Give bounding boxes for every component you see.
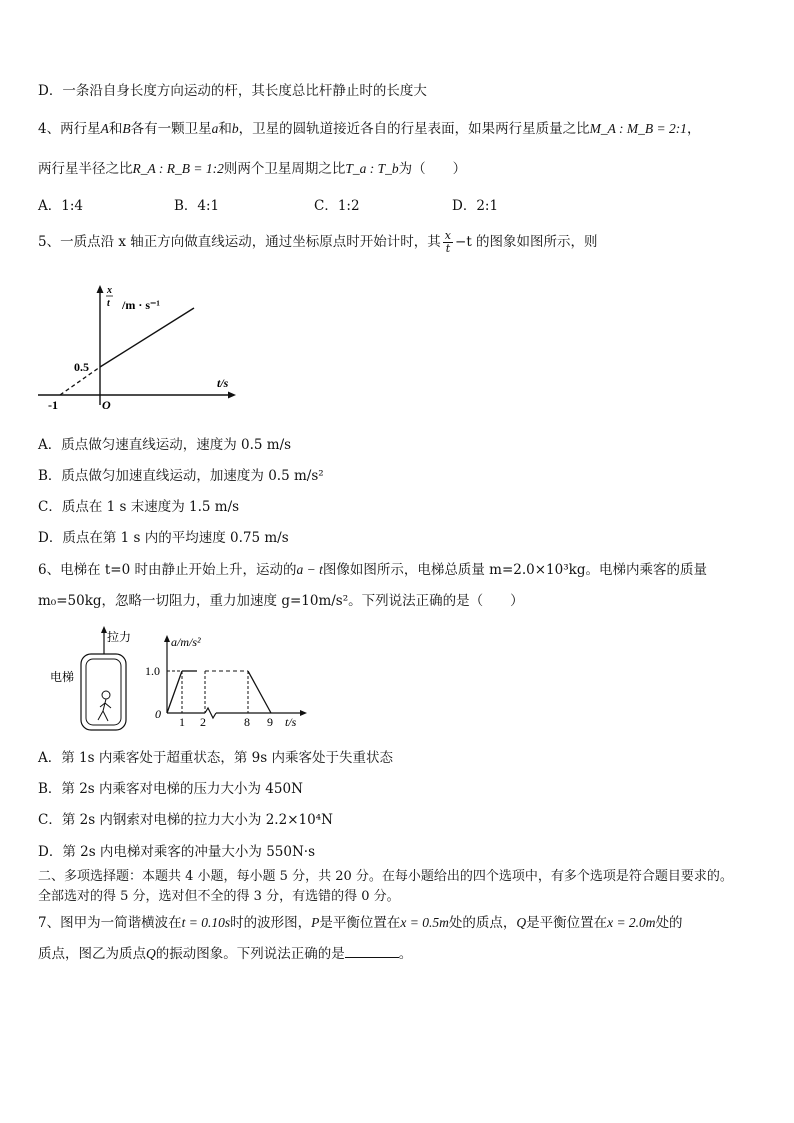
- fraction-denominator: t: [445, 242, 451, 255]
- q7-text: 是平衡位置在: [319, 915, 401, 931]
- time-value: t = 0.10s: [181, 915, 231, 930]
- section2-heading-line1: 二、多项选择题：本题共 4 小题，每小题 5 分，共 20 分。在每小题给出的四个选项中，有多个选项是符合题目要求的。: [38, 869, 733, 884]
- q5-option-a: A．质点做匀速直线运动，速度为 0.5 m/s: [38, 437, 292, 453]
- q6-option-b: B．第 2s 内乘客对电梯的压力大小为 450N: [38, 781, 303, 797]
- q5-stem: [38, 230, 598, 255]
- q7-text: 是平衡位置在: [526, 915, 608, 931]
- x-tick-2: 2: [200, 715, 206, 728]
- q4-option-a: A．1:4: [38, 198, 83, 214]
- x-axis-label: t/s: [217, 376, 229, 390]
- q4-text: 和: [218, 121, 232, 137]
- q4-option-d: D．2:1: [452, 198, 499, 214]
- x-q-value: x = 2.0m: [607, 915, 656, 930]
- axis-break: [205, 708, 216, 718]
- answer-blank[interactable]: [345, 945, 399, 958]
- at-x-label: t/s: [285, 715, 297, 728]
- q4-text: 两行星半径之比: [38, 161, 133, 177]
- elevator-label: 电梯: [50, 670, 75, 684]
- point-q: Q: [516, 915, 527, 930]
- q3-option-d: D．一条沿自身长度方向运动的杆，其长度总比杆静止时的长度大: [38, 83, 427, 99]
- y-unit-label: /m · s⁻¹: [122, 298, 160, 312]
- q6-option-d: D．第 2s 内电梯对乘客的冲量大小为 550N·s: [38, 844, 316, 860]
- q6-option-a: A．第 1s 内乘客处于超重状态，第 9s 内乘客处于失重状态: [38, 750, 393, 766]
- x-tick-1: 1: [179, 715, 185, 728]
- point-q: Q: [146, 946, 156, 961]
- q7-text: 7、图甲为一简谐横波在: [38, 915, 182, 931]
- q7-text: 处的: [655, 915, 683, 931]
- x-tick-9: 9: [267, 715, 273, 728]
- at-origin: 0: [155, 707, 161, 721]
- at-y-tick: 1.0: [145, 664, 160, 678]
- at-segment: [248, 671, 271, 713]
- y-label-den: t: [107, 298, 110, 309]
- intercept-label: 0.5: [74, 360, 89, 374]
- x-intercept-label: -1: [48, 398, 58, 412]
- q4-option-c: C．1:2: [314, 198, 360, 214]
- q4-stem-line1: [38, 120, 700, 138]
- q5-text: 5、一质点沿 x 轴正方向做直线运动，通过坐标原点时开始计时，其: [38, 234, 441, 250]
- q5-graph: [36, 280, 246, 415]
- origin-label: O: [102, 398, 111, 412]
- q4-option-b: B．4:1: [174, 198, 220, 214]
- a-t-label: a − t: [296, 562, 323, 577]
- q6-stem-line1: [38, 561, 707, 579]
- q7-text: 时的波形图，: [230, 915, 312, 931]
- period-ratio: T_a : T_b: [345, 161, 399, 176]
- at-segment: [167, 671, 182, 713]
- q4-text: ，: [686, 121, 701, 137]
- y-label-num: x: [107, 285, 112, 296]
- q4-text: 则两个卫星周期之比: [223, 161, 346, 177]
- x-p-value: x = 0.5m: [400, 915, 449, 930]
- y-axis-arrow: [97, 285, 104, 293]
- planet-a: A: [100, 121, 109, 136]
- at-y-arrow: [164, 635, 170, 642]
- planet-b: B: [122, 121, 131, 136]
- at-y-label: a/m/s²: [171, 635, 201, 649]
- x-over-t-fraction: [443, 230, 453, 255]
- q6-option-c: C．第 2s 内钢索对电梯的拉力大小为 2.2×10⁴N: [38, 812, 333, 828]
- elevator-figure: [48, 624, 138, 734]
- satellite-b: b: [231, 121, 239, 136]
- q7-text: 的振动图象。下列说法正确的是: [155, 946, 345, 962]
- q7-text: 。: [398, 946, 413, 962]
- q5-text: −t 的图象如图所示，则: [455, 234, 598, 250]
- rope-label: 拉力: [107, 630, 132, 644]
- passenger-icon: [98, 691, 111, 721]
- q5-option-c: C．质点在 1 s 末速度为 1.5 m/s: [38, 499, 240, 515]
- xt-line: [100, 308, 194, 367]
- x-axis-arrow: [228, 392, 236, 399]
- q5-option-d: D．质点在第 1 s 内的平均速度 0.75 m/s: [38, 530, 289, 546]
- fraction-numerator: x: [444, 229, 452, 242]
- q4-text: 和: [108, 121, 123, 137]
- q4-text: 各有一颗卫星: [130, 121, 212, 137]
- mass-ratio: M_A : M_B = 2:1: [589, 121, 687, 136]
- section2-heading-line2: 全部选对的得 5 分，选对但不全的得 3 分，有选错的得 0 分。: [38, 889, 400, 904]
- q6-text: 6、电梯在 t=0 时由静止开始上升，运动的: [38, 562, 297, 578]
- x-tick-8: 8: [244, 715, 250, 728]
- q5-option-b: B．质点做匀加速直线运动，加速度为 0.5 m/s²: [38, 468, 324, 484]
- q7-stem-line2: [38, 945, 412, 963]
- q6-stem-line2: m₀=50kg，忽略一切阻力，重力加速度 g=10m/s²。下列说法正确的是（ ）: [38, 593, 524, 609]
- q4-text: 为（ ）: [398, 161, 467, 177]
- point-p: P: [311, 915, 320, 930]
- q7-text: 质点，图乙为质点: [38, 946, 146, 962]
- radius-ratio: R_A : R_B = 1:2: [132, 161, 224, 176]
- a-t-chart: [145, 628, 315, 728]
- q7-text: 处的质点，: [448, 915, 517, 931]
- q6-text: 图像如图所示，电梯总质量 m=2.0×10³kg。电梯内乘客的质量: [322, 562, 707, 578]
- q4-stem-line2: [38, 160, 466, 178]
- satellite-a: a: [211, 121, 219, 136]
- q4-text: 4、两行星: [38, 121, 101, 137]
- q4-text: ，卫星的圆轨道接近各自的行星表面，如果两行星质量之比: [238, 121, 590, 137]
- q7-stem-line1: [38, 914, 683, 932]
- at-x-arrow: [300, 710, 307, 716]
